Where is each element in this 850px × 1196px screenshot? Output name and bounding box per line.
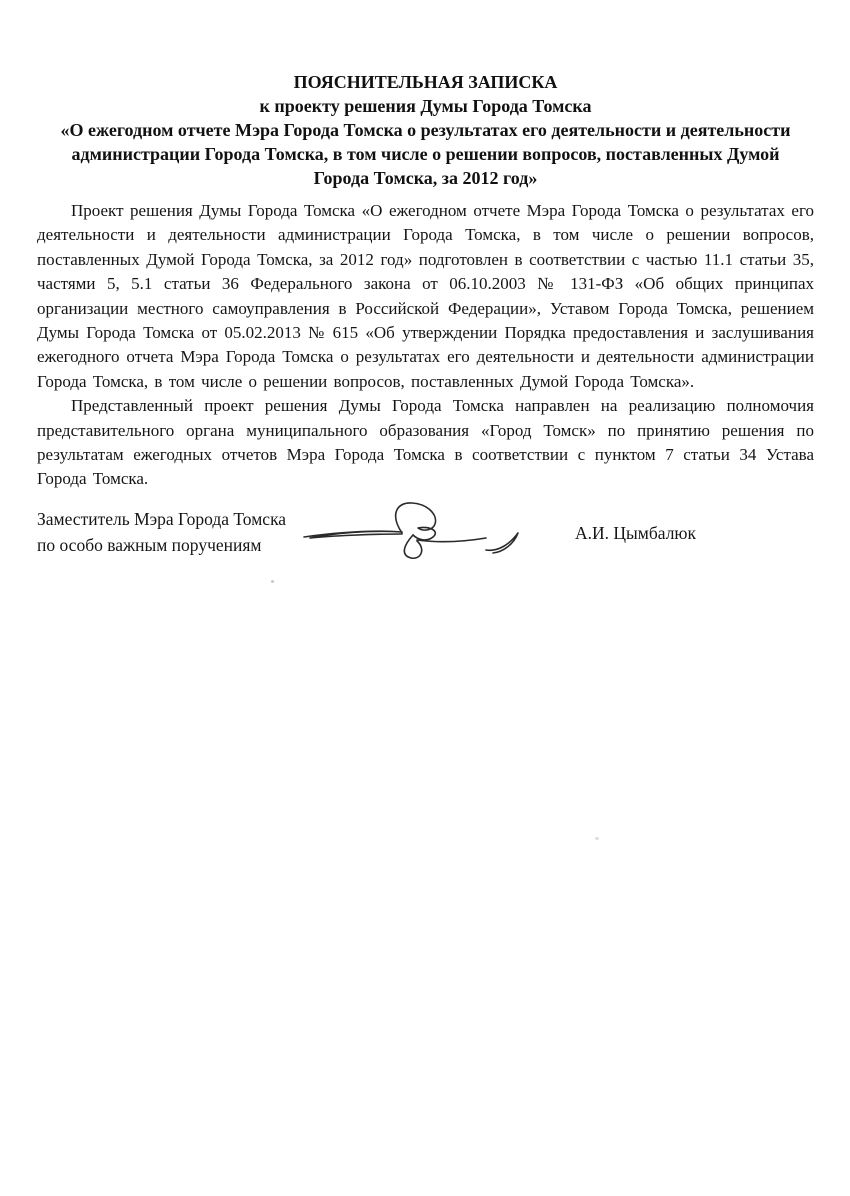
scan-speck bbox=[271, 580, 274, 583]
title-line-2: к проекту решения Думы Города Томска bbox=[259, 96, 592, 116]
paragraph-purpose: Представленный проект решения Думы Города Томска направлен на реализацию полномочия представительного органа муниципального образования «Город Томск» по принятию решения по результатам ежегодных отчетов Мэра Города Томска в соответствии с пунктом 7 статьи 34 Устава Города Томска. bbox=[37, 396, 814, 489]
title-subject: «О ежегодном отчете Мэра Города Томска о результатах его деятельности и деятельности администрации Города Томска, в том числе о решении вопросов, поставленных Думой Города Томска, за 2012 год» bbox=[60, 120, 791, 188]
title-line-1: ПОЯСНИТЕЛЬНАЯ ЗАПИСКА bbox=[293, 72, 558, 92]
signatory-position-line1: Заместитель Мэра Города Томска bbox=[37, 509, 287, 529]
document-content bbox=[0, 0, 850, 492]
document-title-block bbox=[37, 70, 814, 190]
signatory-position-line2: по особо важным поручениям bbox=[37, 535, 262, 555]
scan-speck bbox=[595, 837, 599, 840]
signatory-name: А.И. Цымбалюк bbox=[575, 523, 697, 543]
handwritten-signature-icon bbox=[290, 495, 530, 575]
signature-block bbox=[37, 503, 814, 588]
signatory-position bbox=[37, 506, 286, 558]
paragraph-legal-basis: Проект решения Думы Города Томска «О ежегодном отчете Мэра Города Томска о результатах его деятельности и деятельности администрации Города Томска, в том числе о решении вопросов, поставленных Думой Города Томска, за 2012 год» подготовлен в соответствии с частью 11.1 статьи 35, частями 5, 5.1 статьи 36 Федерального закона от 06.10.2003 № 131-ФЗ «Об общих принципах организации местного самоуправления в Российской Федерации», Уставом Города Томска, решением Думы Города Томска от 05.02.2013 № 615 «Об утверждении Порядка предоставления и заслушивания ежегодного отчета Мэра Города Томска о результатах его деятельности и деятельности администрации Города Томска, в том числе о решении вопросов, поставленных Думой Города Томска». bbox=[37, 201, 814, 391]
